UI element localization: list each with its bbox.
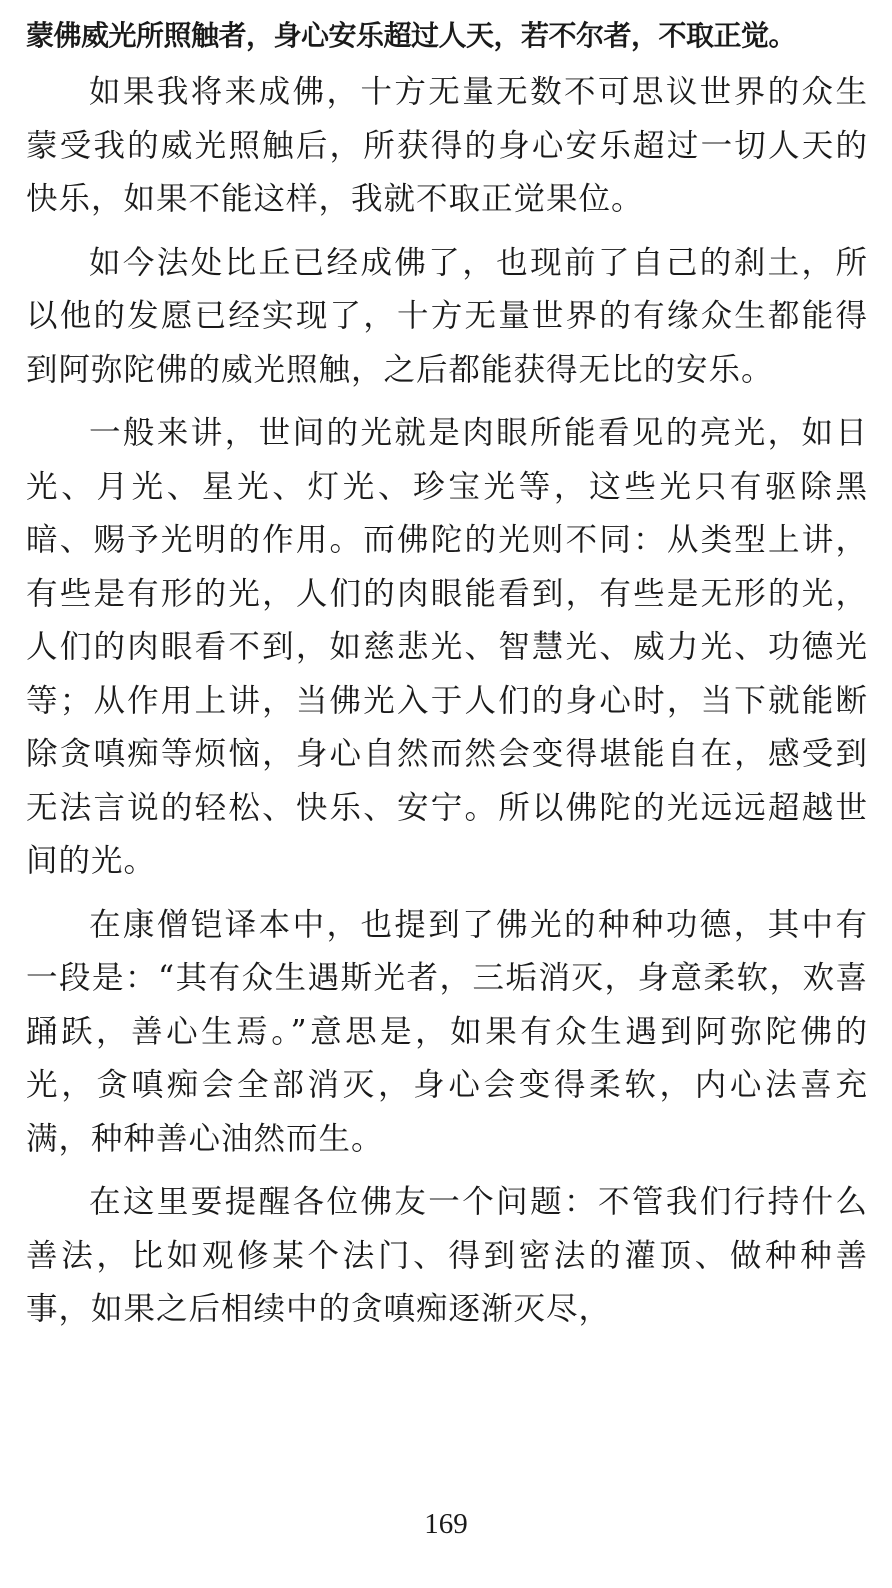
paragraph-1: 如果我将来成佛，十方无量无数不可思议世界的众生蒙受我的威光照触后，所获得的身心安乐超过一切人天的快乐，如果不能这样，我就不取正觉果位。 bbox=[26, 74, 868, 217]
paragraph-3: 一般来讲，世间的光就是肉眼所能看见的亮光，如日光、月光、星光、灯光、珍宝光等，这些光只有驱除黑暗、赐予光明的作用。而佛陀的光则不同：从类型上讲，有些是有形的光，人们的肉眼能看到，有些是无形的光，人们的肉眼看不到，如慈悲光、智慧光、威力光、功德光等；从作用上讲，当佛光入于人们的身心时，当下就能断除贪嗔痴等烦恼，身心自然而然会变得堪能自在，感受到无法言说的轻松、快乐、安宁。所以佛陀的光远远超越世间的光。 bbox=[26, 415, 868, 879]
sutra-quote: 蒙佛威光所照触者，身心安乐超过人天，若不尔者，不取正觉。 bbox=[26, 19, 797, 52]
page-number: 169 bbox=[424, 1508, 468, 1540]
paragraph-5: 在这里要提醒各位佛友一个问题：不管我们行持什么善法，比如观修某个法门、得到密法的灌顶、做种种善事，如果之后相续中的贪嗔痴逐渐灭尽， bbox=[26, 1184, 868, 1327]
page-content bbox=[26, 14, 868, 1347]
paragraph-2: 如今法处比丘已经成佛了，也现前了自己的刹土，所以他的发愿已经实现了，十方无量世界的有缘众生都能得到阿弥陀佛的威光照触，之后都能获得无比的安乐。 bbox=[26, 244, 868, 388]
paragraph-4: 在康僧铠译本中，也提到了佛光的种种功德，其中有一段是：“其有众生遇斯光者，三垢消灭，身意柔软，欢喜踊跃，善心生焉。”意思是，如果有众生遇到阿弥陀佛的光，贪嗔痴会全部消灭，身心会变得柔软，内心法喜充满，种种善心油然而生。 bbox=[26, 906, 868, 1157]
